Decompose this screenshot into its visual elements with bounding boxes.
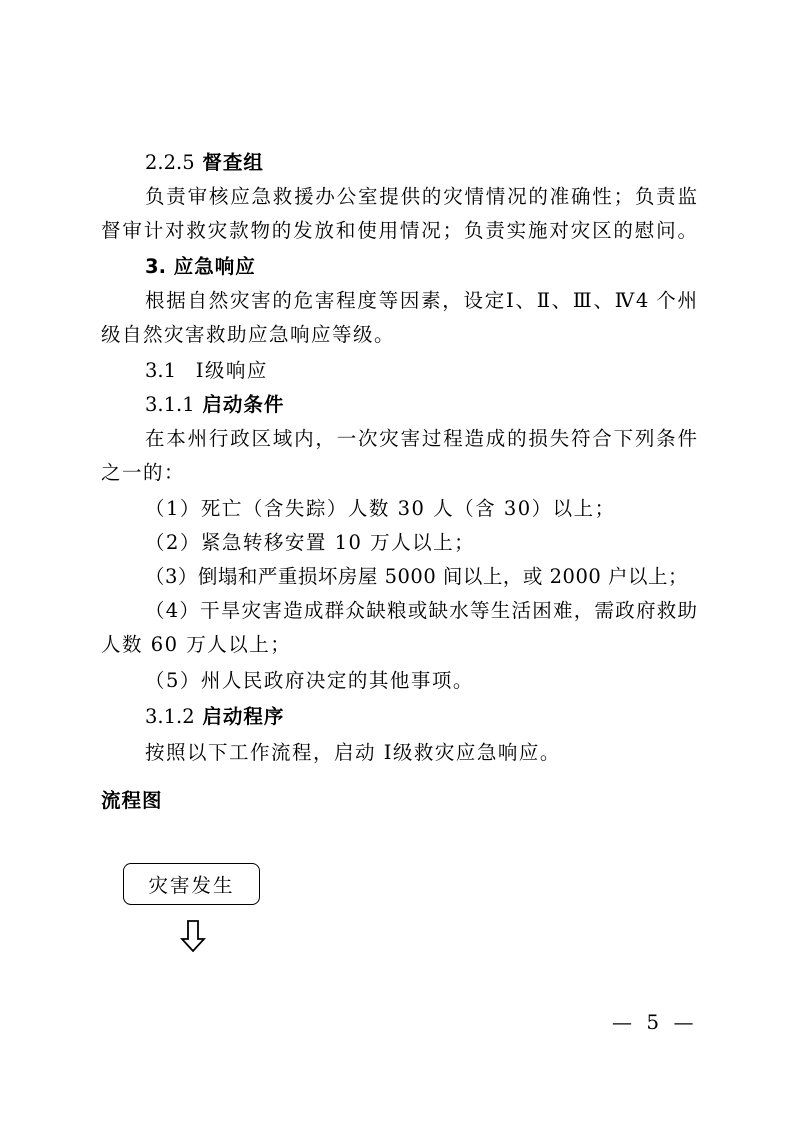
section-number: 3.1.1 bbox=[145, 393, 195, 416]
paragraph-line: 按照以下工作流程，启动 Ⅰ级救灾应急响应。 bbox=[145, 741, 561, 764]
page-number: — 5 — bbox=[612, 1010, 698, 1034]
section-title: 启动条件 bbox=[202, 393, 285, 416]
section-number: 2.2.5 bbox=[145, 151, 195, 174]
section-title: Ⅰ级响应 bbox=[195, 359, 268, 382]
flowchart-step-label: 灾害发生 bbox=[148, 874, 235, 897]
paragraph-line: 级自然灾害救助应急响应等级。 bbox=[101, 323, 396, 346]
section-heading-3-1-1 bbox=[145, 392, 284, 418]
condition-item-continued: 人数 60 万人以上； bbox=[101, 633, 292, 656]
paragraph-line: 负责审核应急救援办公室提供的灾情情况的准确性；负责监 bbox=[145, 185, 697, 208]
section-number: 3.1 bbox=[145, 359, 177, 382]
flowchart-step-box bbox=[123, 863, 260, 905]
condition-item: （4）干旱灾害造成群众缺粮或缺水等生活困难，需政府救助 bbox=[145, 599, 697, 622]
condition-item: （3）倒塌和严重损坏房屋 5000 间以上，或 2000 户以上； bbox=[145, 565, 688, 588]
condition-item: （1）死亡（含失踪）人数 30 人（含 30）以上； bbox=[145, 497, 616, 520]
condition-item: （2）紧急转移安置 10 万人以上； bbox=[145, 531, 476, 554]
section-heading-3-1-2 bbox=[145, 704, 284, 730]
section-title: 应急响应 bbox=[173, 255, 256, 278]
section-title: 启动程序 bbox=[202, 705, 285, 728]
hollow-down-arrow-icon bbox=[180, 920, 206, 952]
section-title: 督查组 bbox=[202, 151, 264, 174]
section-number: 3. bbox=[145, 255, 166, 278]
flowchart-heading: 流程图 bbox=[101, 789, 163, 812]
section-number: 3.1.2 bbox=[145, 705, 195, 728]
paragraph-line: 在本州行政区域内，一次灾害过程造成的损失符合下列条件 bbox=[145, 427, 697, 450]
section-heading-3-1 bbox=[145, 358, 268, 384]
condition-item: （5）州人民政府决定的其他事项。 bbox=[145, 669, 474, 692]
paragraph-line: 根据自然灾害的危害程度等因素，设定Ⅰ、Ⅱ、Ⅲ、Ⅳ4 个州 bbox=[145, 289, 697, 312]
section-heading-2-2-5 bbox=[145, 150, 264, 176]
section-heading-3 bbox=[145, 254, 256, 280]
paragraph-line: 之一的： bbox=[101, 461, 186, 484]
paragraph-line: 督审计对救灾款物的发放和使用情况；负责实施对灾区的慰问。 bbox=[101, 219, 697, 242]
